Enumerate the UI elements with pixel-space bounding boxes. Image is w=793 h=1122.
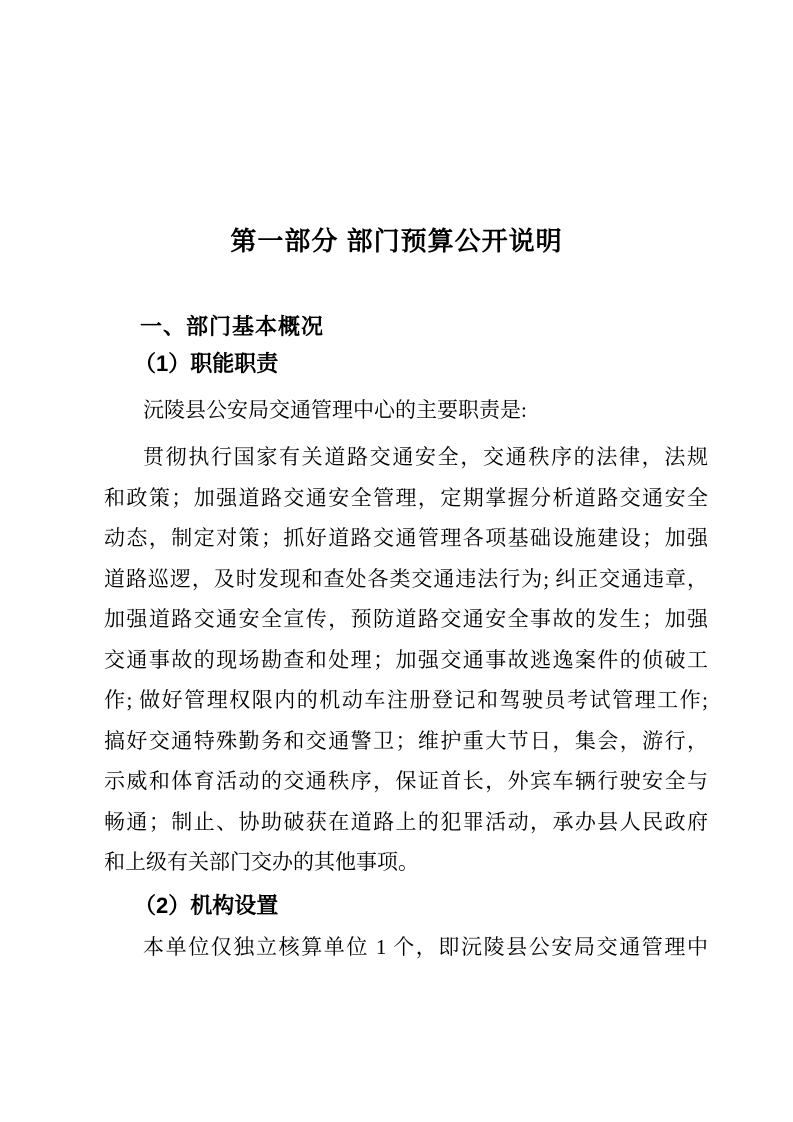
text-line: 搞好交通特殊勤务和交通警卫；维护重大节日，集会，游行， — [104, 728, 708, 753]
text-line: 加强道路交通安全宣传，预防道路交通安全事故的发生；加强 — [104, 607, 708, 631]
text-line: 示威和体育活动的交通秩序，保证首长，外宾车辆行驶安全与 — [104, 769, 708, 793]
text-line: 和上级有关部门交办的其他事项。 — [104, 850, 419, 874]
text-line: 贯彻执行国家有关道路交通安全，交通秩序的法律，法规 — [143, 445, 708, 469]
document-title: 第一部分 部门预算公开说明 — [230, 226, 563, 256]
text-line: 动态，制定对策；抓好道路交通管理各项基础设施建设；加强 — [104, 526, 708, 550]
subsection-heading-organization: （2）机构设置 — [134, 893, 279, 918]
paragraph-organization: 本单位仅独立核算单位 1 个，即沅陵县公安局交通管理中 — [143, 935, 708, 959]
text-line: 道路巡逻，及时发现和查处各类交通违法行为; 纠正交通违章， — [104, 566, 708, 591]
text-line: 交通事故的现场勘查和处理；加强交通事故逃逸案件的侦破工 — [104, 647, 708, 672]
text-line: 作; 做好管理权限内的机动车注册登记和驾驶员考试管理工作; — [104, 688, 708, 712]
paragraph-duties-intro: 沅陵县公安局交通管理中心的主要职责是: — [143, 398, 527, 422]
paragraph-duties — [104, 437, 708, 883]
subsection-heading-functions: （1）职能职责 — [134, 351, 279, 376]
text-line: 畅通；制止、协助破获在道路上的犯罪活动，承办县人民政府 — [104, 809, 708, 834]
section-heading-department-overview: 一、部门基本概况 — [140, 314, 325, 339]
text-line: 和政策；加强道路交通安全管理，定期掌握分析道路交通安全 — [104, 485, 708, 510]
